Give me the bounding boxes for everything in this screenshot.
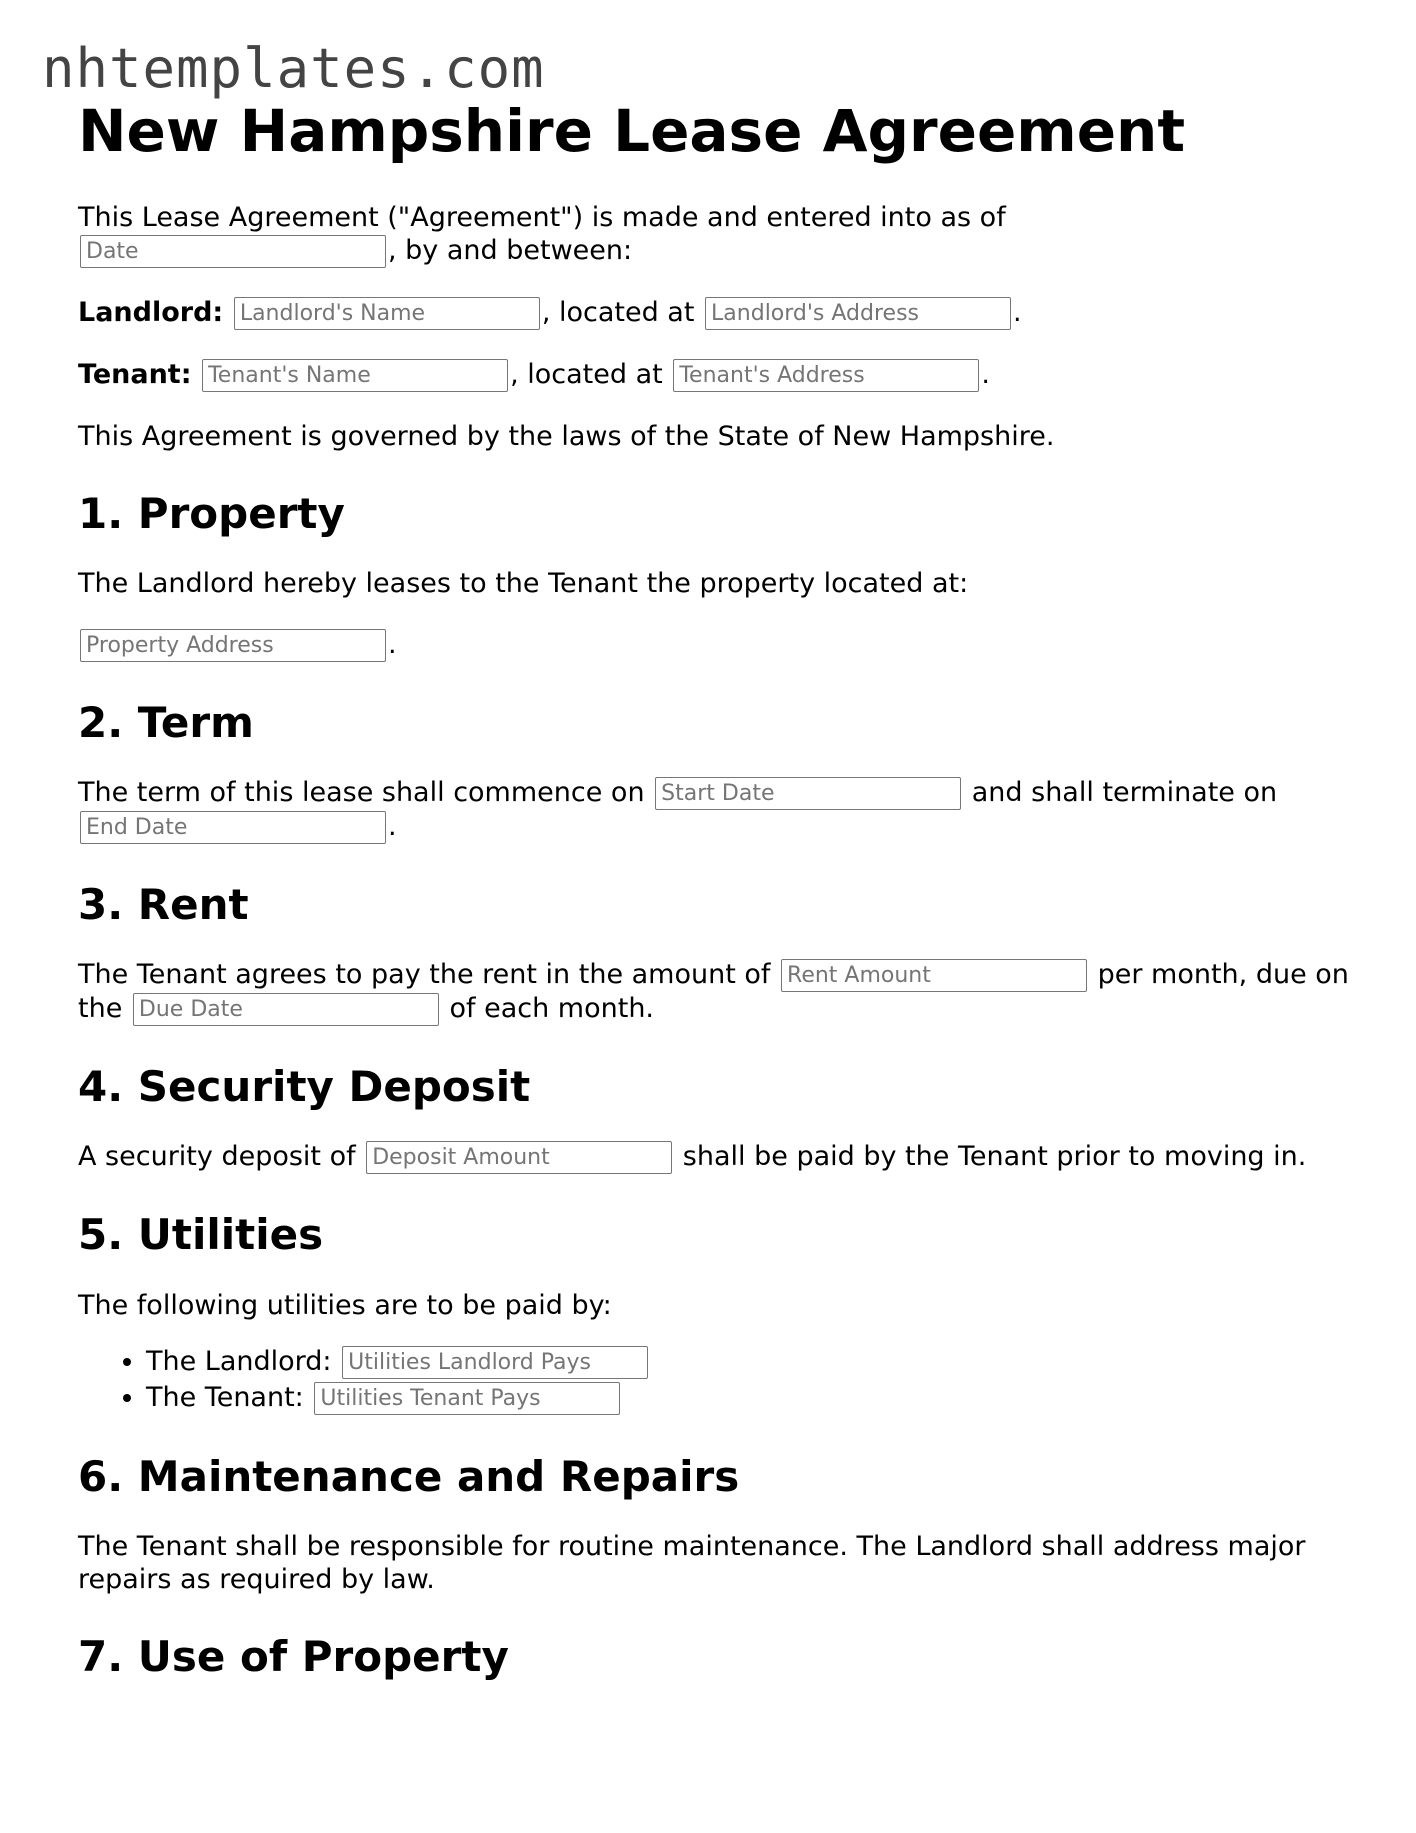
tenant-located-at: , located at (510, 358, 663, 390)
section-heading-property: 1. Property (78, 488, 345, 538)
landlord-label: Landlord: (78, 296, 224, 328)
property-address-line (78, 628, 1358, 662)
landlord-line (78, 296, 1358, 330)
utilities-tenant-label: The Tenant: (146, 1381, 304, 1413)
property-line-end: . (388, 628, 397, 660)
list-item (146, 1380, 1358, 1416)
rent-paragraph (78, 958, 1358, 1026)
tenant-label: Tenant: (78, 358, 192, 390)
term-paragraph (78, 776, 1358, 844)
agreement-date-input[interactable] (80, 235, 386, 268)
term-line-end: . (388, 811, 397, 843)
landlord-located-at: , located at (541, 296, 695, 328)
property-address-input[interactable] (80, 629, 386, 662)
deposit-text-after: shall be paid by the Tenant prior to moving in. (682, 1141, 1307, 1173)
deposit-text-before: A security deposit of (78, 1141, 356, 1173)
utilities-text: The following utilities are to be paid by: (78, 1289, 612, 1321)
site-watermark: nhtemplates.com (42, 37, 545, 100)
rent-text-before: The Tenant agrees to pay the rent in the amount of (78, 959, 771, 991)
utilities-landlord-input[interactable] (342, 1346, 648, 1379)
section-heading-deposit: 4. Security Deposit (78, 1062, 531, 1112)
section-heading-rent: 3. Rent (78, 880, 249, 930)
landlord-address-input[interactable] (705, 297, 1011, 330)
tenant-name-input[interactable] (202, 359, 508, 392)
intro-paragraph (78, 201, 1358, 268)
section-heading-use: 7. Use of Property (78, 1631, 509, 1681)
section-heading-term: 2. Term (78, 697, 254, 747)
intro-text: This Lease Agreement ("Agreement") is made and entered into as of (78, 201, 1006, 233)
term-text-middle: and shall terminate on (971, 777, 1278, 809)
landlord-name-input[interactable] (234, 297, 540, 330)
section-heading-maintenance: 6. Maintenance and Repairs (78, 1451, 740, 1501)
lease-document (78, 98, 1358, 1710)
section-heading-utilities: 5. Utilities (78, 1210, 324, 1260)
list-item (146, 1344, 1358, 1380)
rent-text-middle: per month, due on the (78, 959, 1349, 1025)
rent-amount-input[interactable] (781, 959, 1087, 992)
rent-text-after: of each month. (449, 993, 655, 1025)
tenant-line-end: . (981, 358, 990, 390)
governing-law-text: This Agreement is governed by the laws of the State of New Hampshire. (78, 420, 1055, 452)
deposit-amount-input[interactable] (366, 1141, 672, 1174)
document-title: New Hampshire Lease Agreement (78, 97, 1186, 165)
term-text-before: The term of this lease shall commence on (78, 777, 645, 809)
end-date-input[interactable] (80, 811, 386, 844)
deposit-paragraph (78, 1140, 1358, 1174)
utilities-tenant-input[interactable] (314, 1382, 620, 1415)
due-date-input[interactable] (133, 993, 439, 1026)
start-date-input[interactable] (655, 777, 961, 810)
tenant-address-input[interactable] (673, 359, 979, 392)
utilities-list (78, 1344, 1358, 1416)
landlord-line-end: . (1013, 296, 1022, 328)
property-text: The Landlord hereby leases to the Tenant the property located at: (78, 567, 969, 599)
maintenance-text: The Tenant shall be responsible for routine maintenance. The Landlord shall address major repairs as required by law. (78, 1530, 1306, 1595)
intro-text-after: , by and between: (388, 234, 633, 266)
tenant-line (78, 358, 1358, 392)
utilities-landlord-label: The Landlord: (146, 1345, 332, 1377)
